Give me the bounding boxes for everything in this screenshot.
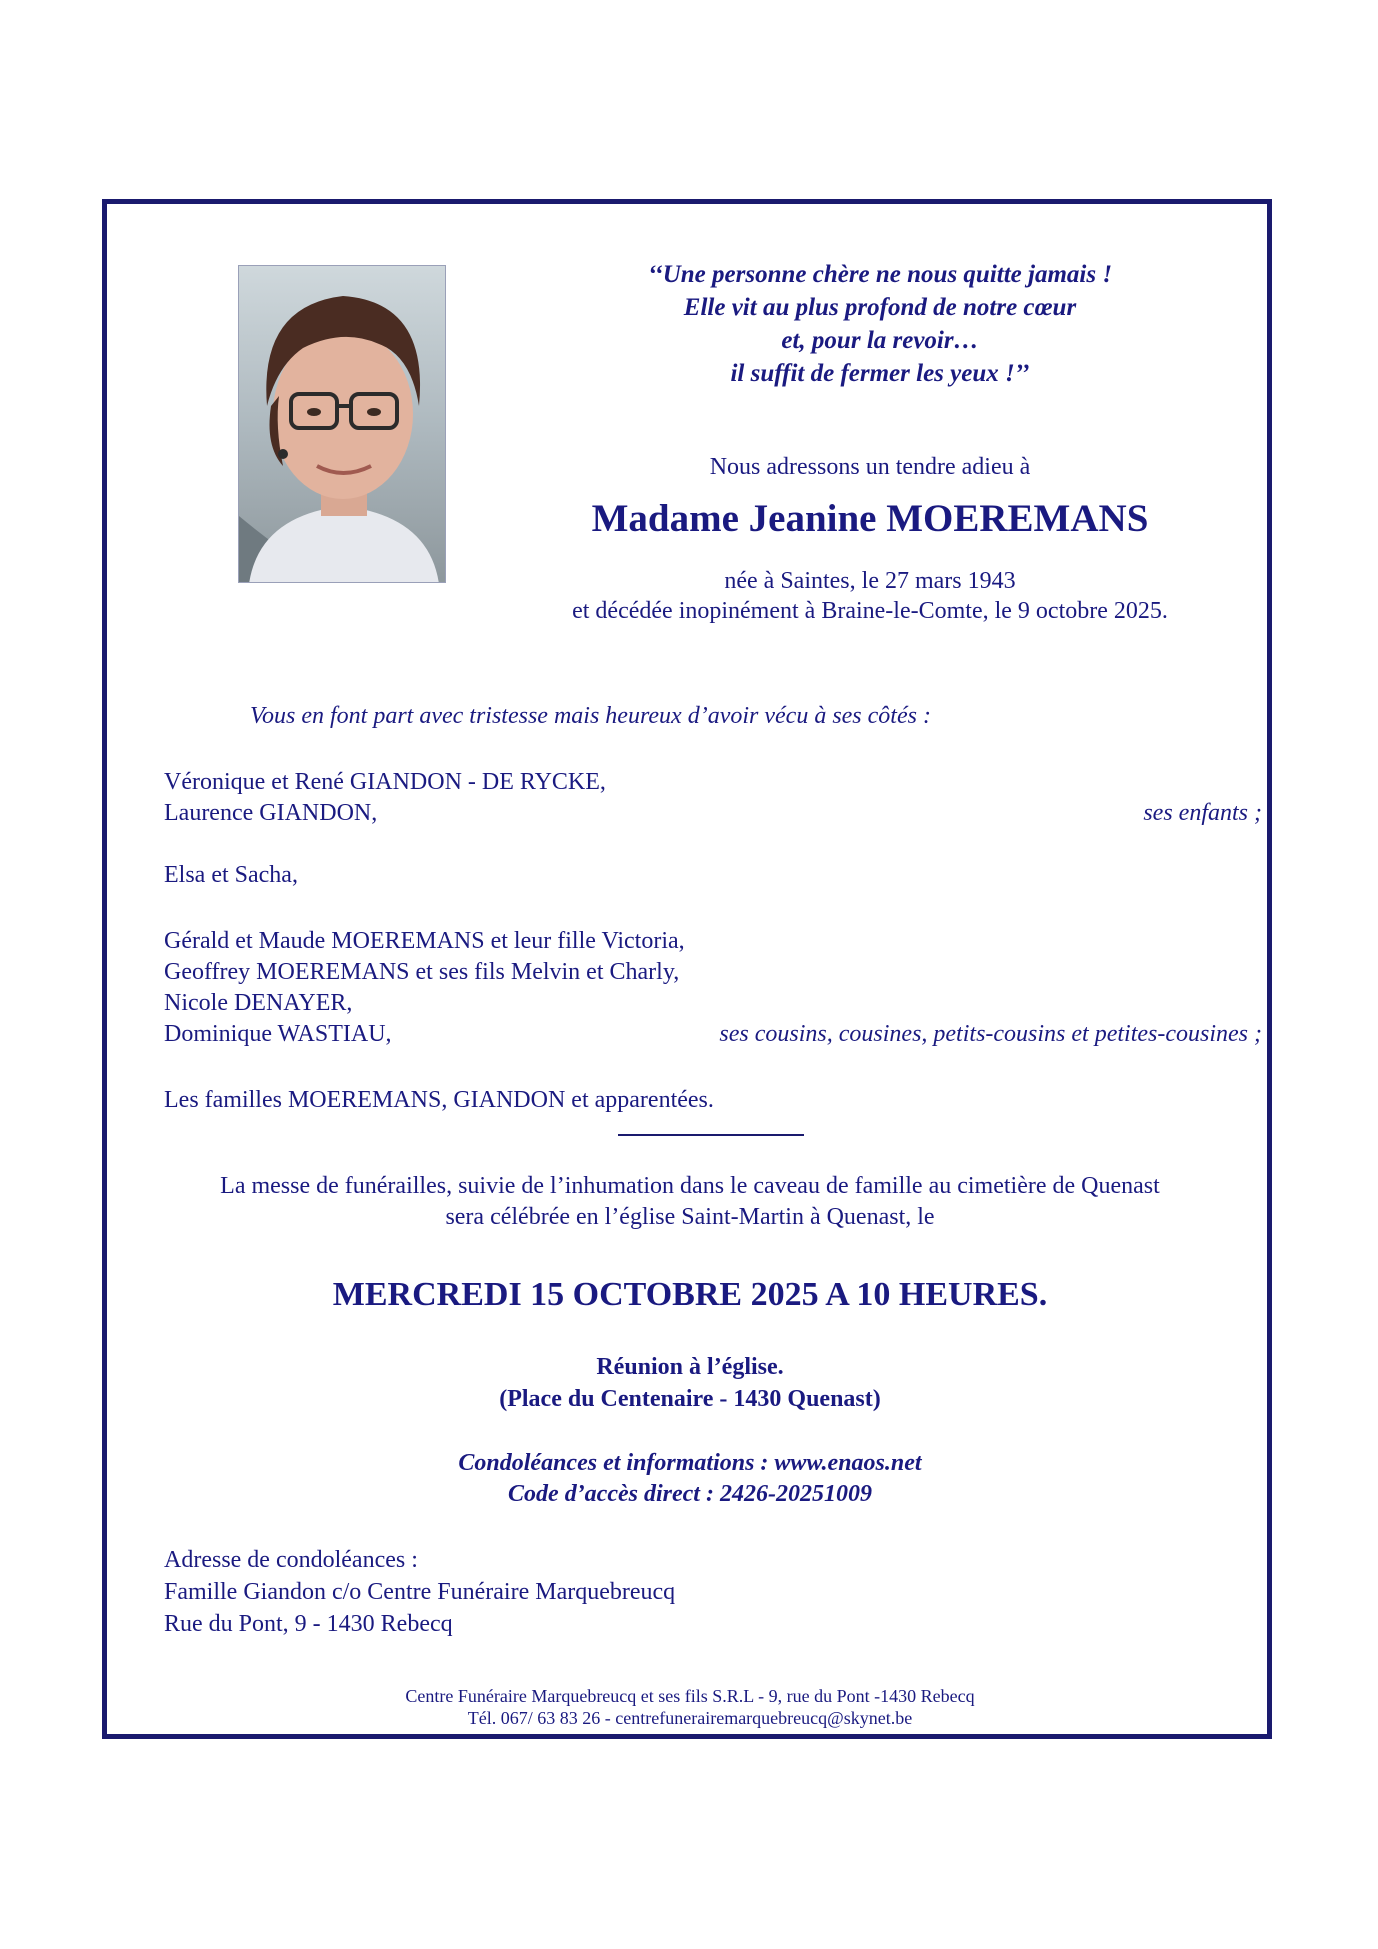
- separator-line: [618, 1134, 804, 1136]
- quote-line: ‘‘Une personne chère ne nous quitte jamais !: [647, 261, 1113, 288]
- birth-line: née à Saintes, le 27 mars 1943: [724, 568, 1016, 594]
- quote-line: et, pour la revoir…: [781, 327, 979, 354]
- death-line: et décédée inopinément à Braine-le-Comte, le 9 octobre 2025.: [572, 598, 1168, 624]
- address-line: Famille Giandon c/o Centre Funéraire Marquebreucq: [164, 1579, 676, 1605]
- grandchildren-line: Elsa et Sacha,: [164, 862, 298, 888]
- meeting-place: (Place du Centenaire - 1430 Quenast): [499, 1386, 881, 1412]
- cousins-line: Gérald et Maude MOEREMANS et leur fille Victoria,: [164, 928, 685, 954]
- address-label: Adresse de condoléances :: [164, 1547, 418, 1573]
- footer-contact: Tél. 067/ 63 83 26 - centrefunerairemarquebreucq@skynet.be: [467, 1708, 913, 1728]
- portrait-illustration: [239, 266, 446, 583]
- intro-text: Nous adressons un tendre adieu à: [709, 454, 1031, 480]
- ceremony-date: MERCREDI 15 OCTOBRE 2025 A 10 HEURES.: [332, 1276, 1048, 1313]
- cousins-line: Nicole DENAYER,: [164, 990, 353, 1016]
- children-line: Véronique et René GIANDON - DE RYCKE,: [164, 769, 606, 795]
- cousins-line: Dominique WASTIAU,: [164, 1021, 392, 1047]
- condolences-info: Condoléances et informations : www.enaos.net: [458, 1450, 922, 1476]
- children-line: Laurence GIANDON,: [164, 800, 378, 826]
- cousins-role: ses cousins, cousines, petits-cousins et petites-cousines ;: [719, 1021, 1262, 1047]
- ceremony-line: sera célébrée en l’église Saint-Martin à Quenast, le: [445, 1204, 935, 1230]
- quote-line: il suffit de fermer les yeux !’’: [730, 360, 1030, 387]
- meeting-line: Réunion à l’église.: [596, 1354, 784, 1380]
- children-role: ses enfants ;: [1143, 800, 1262, 826]
- families-line: Les familles MOEREMANS, GIANDON et apparentées.: [164, 1087, 714, 1113]
- quote: [520, 258, 1240, 390]
- deceased-name: Madame Jeanine MOEREMANS: [591, 497, 1149, 540]
- access-code: Code d’accès direct : 2426-20251009: [508, 1481, 872, 1507]
- portrait-photo: [238, 265, 446, 583]
- ceremony-line: La messe de funérailles, suivie de l’inhumation dans le caveau de famille au cimetière de Quenast: [220, 1173, 1160, 1199]
- footer-line: Centre Funéraire Marquebreucq et ses fils S.R.L - 9, rue du Pont -1430 Rebecq: [405, 1686, 975, 1706]
- quote-line: Elle vit au plus profond de notre cœur: [683, 294, 1077, 321]
- address-line: Rue du Pont, 9 - 1430 Rebecq: [164, 1611, 453, 1637]
- announcement: Vous en font part avec tristesse mais heureux d’avoir vécu à ses côtés :: [250, 703, 931, 729]
- cousins-line: Geoffrey MOEREMANS et ses fils Melvin et Charly,: [164, 959, 680, 985]
